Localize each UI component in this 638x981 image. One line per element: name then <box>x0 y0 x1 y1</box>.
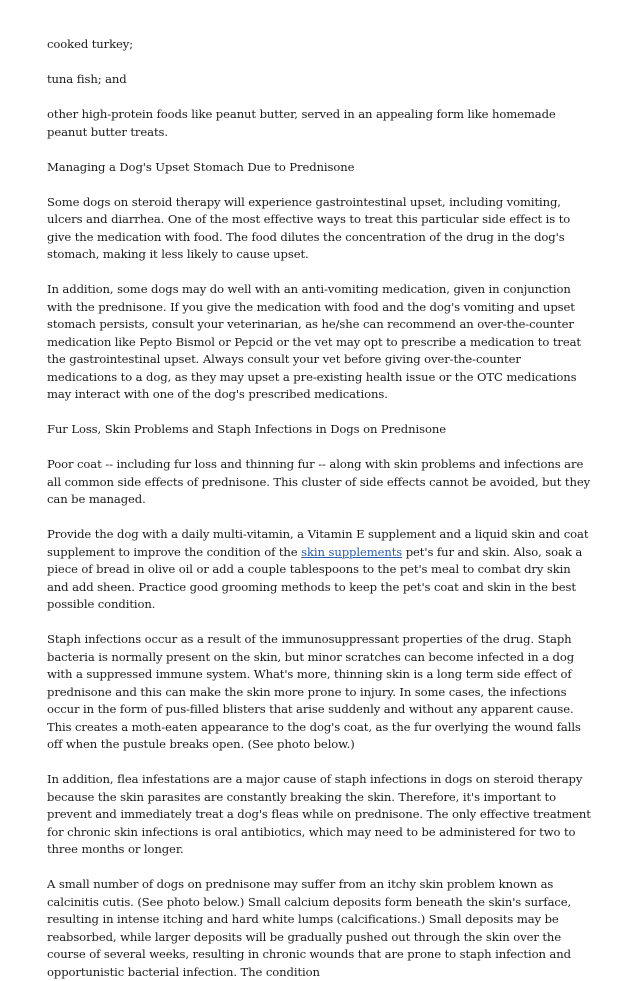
supplements-text-after: pet's fur and skin. Also, soak a piece of bread in olive oil or add a couple tablespoons to the pet's meal to combat dry skin and add sheen. Practice good grooming methods to keep the pet's coat and skin in the best possible condition. <box>47 544 583 611</box>
section-heading-fur-loss: Fur Loss, Skin Problems and Staph Infections in Dogs on Prednisone <box>47 422 446 436</box>
paragraph-flea-infestations: In addition, flea infestations are a major cause of staph infections in dogs on steroid therapy because the skin parasites are constantly breaking the skin. Therefore, it's important to prevent and immediately treat a dog's fleas while on prednisone. The only effective treatment for chronic skin infections is oral antibiotics, which may need to be administered for two to three months or longer. <box>47 772 591 856</box>
skin-supplements-link[interactable]: skin supplements <box>301 544 403 559</box>
food-item-tuna: tuna fish; and <box>47 72 127 86</box>
food-item-turkey: cooked turkey; <box>47 37 134 51</box>
paragraph-staph-infections: Staph infections occur as a result of the immunosuppressant properties of the drug. Staph bacteria is normally present on the skin, but minor scratches can become infected in a dog with a suppressed immune system. What's more, thinning skin is a long term side effect of prednisone and this can make the skin more prone to injury. In some cases, the infections occur in the form of pus-filled blisters that arise suddenly and without any apparent cause. This creates a moth-eaten appearance to the dog's coat, as the fur overlying the wound falls off when the pustule breaks open. (See photo below.) <box>47 632 581 751</box>
paragraph-calcinitis-cutis: A small number of dogs on prednisone may suffer from an itchy skin problem known as calcinitis cutis. (See photo below.) Small calcium deposits form beneath the skin's surface, resulting in intense itching and hard white lumps (calcifications.) Small deposits may be reabsorbed, while larger deposits will be gradually pushed out through the skin over the course of several weeks, resulting in chronic wounds that are prone to staph infection and opportunistic bacterial infection. The condition <box>47 877 572 979</box>
paragraph-supplements <box>47 526 594 614</box>
section-heading-upset-stomach: Managing a Dog's Upset Stomach Due to Prednisone <box>47 159 355 174</box>
food-item-high-protein: other high-protein foods like peanut butter, served in an appealing form like homemade peanut butter treats. <box>47 107 556 139</box>
paragraph-gi-upset: Some dogs on steroid therapy will experience gastrointestinal upset, including vomiting, ulcers and diarrhea. One of the most effective ways to treat this particular side effect is to give the medication with food. The food dilutes the concentration of the drug in the dog's stomach, making it less likely to cause upset. <box>47 194 571 261</box>
supplements-text-before: Provide the dog with a daily multi-vitamin, a Vitamin E supplement and a liquid skin and coat supplement to improve the condition of the <box>47 527 589 559</box>
paragraph-anti-vomiting: In addition, some dogs may do well with an anti-vomiting medication, given in conjunction with the prednisone. If you give the medication with food and the dog's vomiting and upset stomach persists, consult your veterinarian, as he/she can recommend an over-the-counter medication like Pepto Bismol or Pepcid or the vet may opt to prescribe a medication to treat the gastrointestinal upset. Always consult your vet before giving over-the-counter medications to a dog, as they may upset a pre-existing health issue or the OTC medications may interact with one of the dog's prescribed medications. <box>47 282 581 401</box>
paragraph-poor-coat: Poor coat -- including fur loss and thinning fur -- along with skin problems and infections are all common side effects of prednisone. This cluster of side effects cannot be avoided, but they can be managed. <box>47 457 591 506</box>
